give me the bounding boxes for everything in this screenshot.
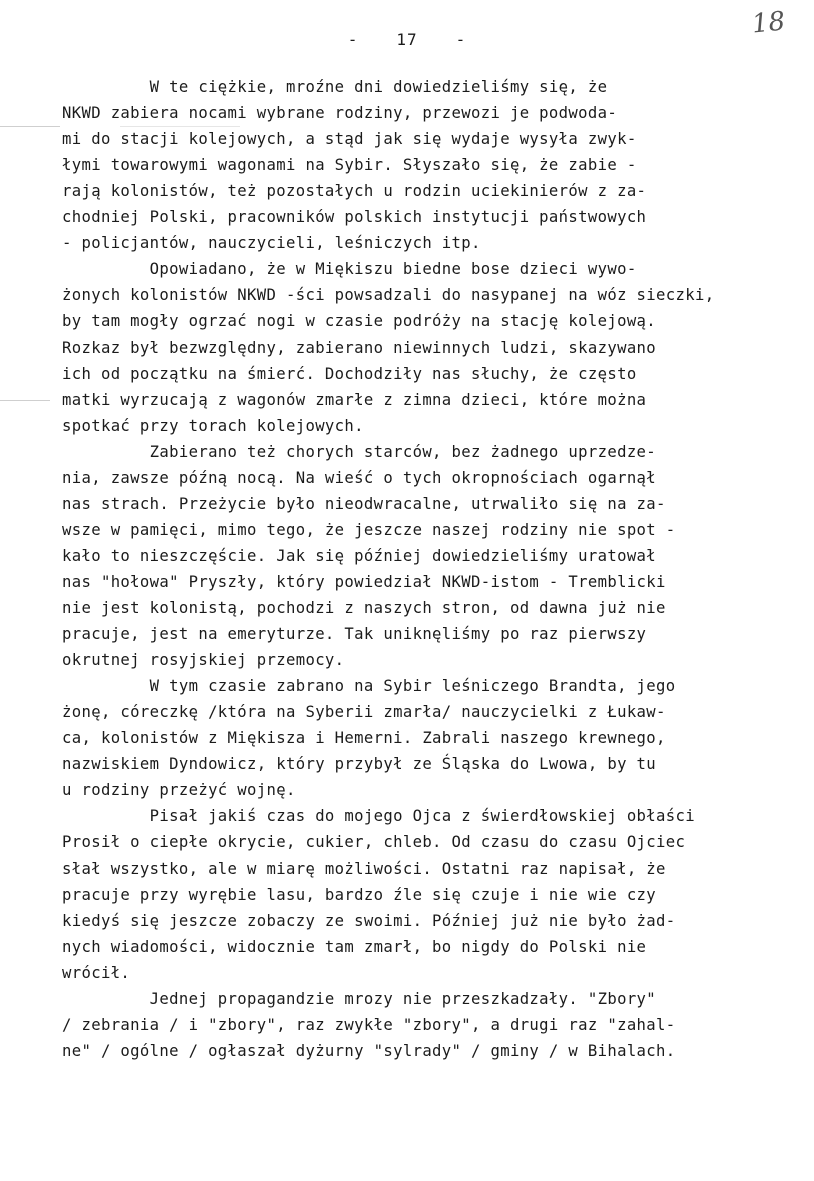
text-line: u rodziny przeżyć wojnę. xyxy=(62,781,296,800)
text-line: W tym czasie zabrano na Sybir leśniczego Brandta, jego xyxy=(62,677,676,696)
text-line: - policjantów, nauczycieli, leśniczych itp. xyxy=(62,234,481,253)
text-line: okrutnej rosyjskiej przemocy. xyxy=(62,651,345,670)
text-line: spotkać przy torach kolejowych. xyxy=(62,416,364,435)
text-line: ca, kolonistów z Miękisza i Hemerni. Zabrali naszego krewnego, xyxy=(62,729,666,748)
text-line: kało to nieszczęście. Jak się później dowiedzieliśmy uratował xyxy=(62,546,657,565)
text-line: pracuje przy wyrębie lasu, bardzo źle się czuje i nie wie czy xyxy=(62,885,657,904)
text-line: mi do stacji kolejowych, a stąd jak się wydaje wysyła zwyk- xyxy=(62,130,637,149)
text-line: Zabierano też chorych starców, bez żadnego uprzedze- xyxy=(62,442,657,461)
text-line: chodniej Polski, pracowników polskich instytucji państwowych xyxy=(62,208,647,227)
text-line: W te ciężkie, mroźne dni dowiedzieliśmy się, że xyxy=(62,78,608,96)
text-line: nie jest kolonistą, pochodzi z naszych stron, od dawna już nie xyxy=(62,599,666,617)
text-line: Opowiadano, że w Miękiszu biedne bose dzieci wywo- xyxy=(62,260,637,279)
text-line: łymi towarowymi wagonami na Sybir. Słyszało się, że zabie - xyxy=(62,156,637,175)
text-line: Pisał jakiś czas do mojego Ojca z świerdłowskiej obłaści xyxy=(62,807,695,826)
text-line: wrócił. xyxy=(62,963,131,982)
text-line: pracuje, jest na emeryturze. Tak uniknęliśmy po raz pierwszy xyxy=(62,625,647,644)
page-number: 17 xyxy=(396,30,418,49)
text-line: ich od początku na śmierć. Dochodziły nas słuchy, że często xyxy=(62,364,637,383)
text-line: nas strach. Przeżycie było nieodwracalne, utrwaliło się na za- xyxy=(62,494,666,513)
text-line: żonę, córeczkę /która na Syberii zmarła/ nauczycielki z Łukaw- xyxy=(62,703,666,722)
text-line: nazwiskiem Dyndowicz, który przybył ze Śląska do Lwowa, by tu xyxy=(62,755,657,774)
text-line: ne" / ogólne / ogłaszał dyżurny "sylrady" / gminy / w Bihalach. xyxy=(62,1041,676,1060)
text-line: nas "hołowa" Pryszły, który powiedział NKWD-istom - Tremblicki xyxy=(62,572,666,591)
text-line: NKWD zabiera nocami wybrane rodziny, przewozi je podwoda- xyxy=(62,104,618,123)
text-line: rają kolonistów, też pozostałych u rodzin uciekinierów z za- xyxy=(62,182,647,201)
text-line: / zebrania / i "zbory", raz zwykłe "zbory", a drugi raz "zahal- xyxy=(62,1015,676,1034)
text-line: kiedyś się jeszcze zobaczy ze swoimi. Później już nie było żad- xyxy=(62,911,676,930)
text-line: Jednej propagandzie mrozy nie przeszkadzały. "Zbory" xyxy=(62,989,657,1008)
text-line: wsze w pamięci, mimo tego, że jeszcze naszej rodziny nie spot - xyxy=(62,520,676,539)
handwritten-page-number: 18 xyxy=(750,6,787,40)
text-line: Prosił o ciepłe okrycie, cukier, chleb. Od czasu do czasu Ojciec xyxy=(62,833,686,852)
text-line: nia, zawsze późną nocą. Na wieść o tych okropnościach ogarnął xyxy=(62,468,657,487)
text-line: matki wyrzucają z wagonów zmarłe z zimna dzieci, które można xyxy=(62,390,647,409)
page-number-dash-left: - xyxy=(347,30,359,49)
text-line: słał wszystko, ale w miarę możliwości. Ostatni raz napisał, że xyxy=(62,859,666,878)
text-line: żonych kolonistów NKWD -ści powsadzali do nasypanej na wóz sieczki, xyxy=(62,286,715,305)
text-line: nych wiadomości, widocznie tam zmarł, bo nigdy do Polski nie xyxy=(62,937,647,956)
text-line: by tam mogły ogrzać nogi w czasie podróży na stację kolejową. xyxy=(62,312,657,331)
text-line: Rozkaz był bezwzględny, zabierano niewinnych ludzi, skazywano xyxy=(62,338,657,357)
page-number-dash-right: - xyxy=(455,30,467,49)
